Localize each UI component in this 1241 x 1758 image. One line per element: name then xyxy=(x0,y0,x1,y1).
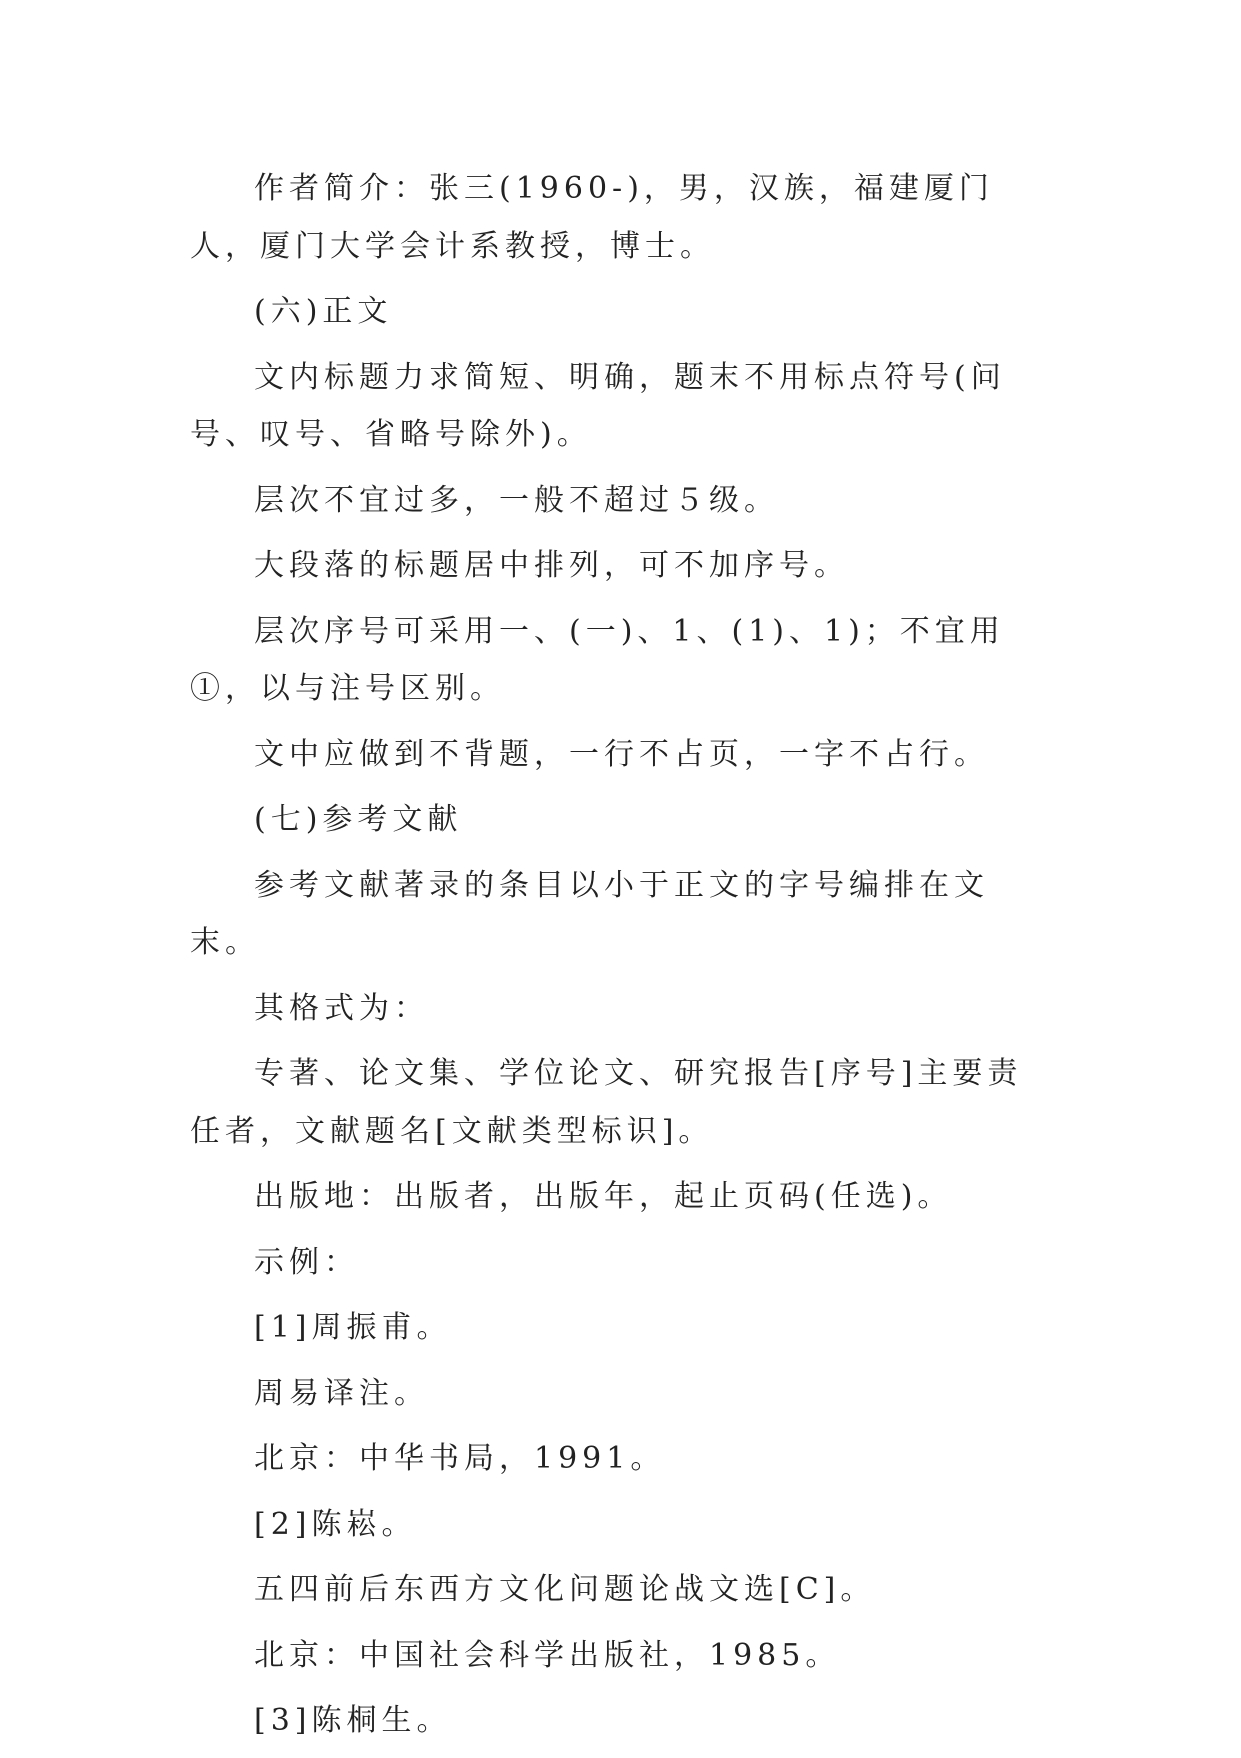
example-label: 示例： xyxy=(254,1244,359,1280)
body-paragraph: 出版地：出版者，出版年，起止页码(任选)。 xyxy=(254,1179,953,1214)
reference-entry: 周易译注。 xyxy=(254,1375,429,1411)
body-paragraph: 大段落的标题居中排列，可不加序号。 xyxy=(254,548,849,583)
document-body xyxy=(190,160,1052,1758)
body-paragraph: 其格式为： xyxy=(254,990,429,1026)
body-paragraph: 参考文献著录的条目以小于正文的字号编排在文末。 xyxy=(190,867,989,960)
section-heading-references: (七)参考文献 xyxy=(254,802,463,837)
body-paragraph: 层次不宜过多，一般不超过５级。 xyxy=(254,482,779,518)
reference-entry: [3]陈桐生。 xyxy=(254,1703,452,1738)
body-paragraph: 文内标题力求简短、明确，题末不用标点符号(问号、叹号、省略号除外)。 xyxy=(190,359,1006,452)
body-paragraph: 文中应做到不背题，一行不占页，一字不占行。 xyxy=(254,736,989,772)
reference-entry: 五四前后东西方文化问题论战文选[C]。 xyxy=(254,1572,876,1607)
body-paragraph: 层次序号可采用一、(一)、1、(1)、1)；不宜用①，以与注号区别。 xyxy=(190,613,1005,706)
reference-entry: [2]陈崧。 xyxy=(254,1506,417,1542)
reference-entry: [1]周振甫。 xyxy=(254,1310,452,1345)
body-paragraph: 专著、论文集、学位论文、研究报告[序号]主要责任者，文献题名[文献类型标识]。 xyxy=(190,1056,1023,1149)
author-bio-paragraph: 作者简介：张三(1960-)，男，汉族，福建厦门人，厦门大学会计系教授，博士。 xyxy=(190,171,994,264)
section-heading-body: (六)正文 xyxy=(254,294,393,329)
reference-entry: 北京：中国社会科学出版社，1985。 xyxy=(254,1637,841,1673)
reference-entry: 北京：中华书局，1991。 xyxy=(254,1441,666,1476)
